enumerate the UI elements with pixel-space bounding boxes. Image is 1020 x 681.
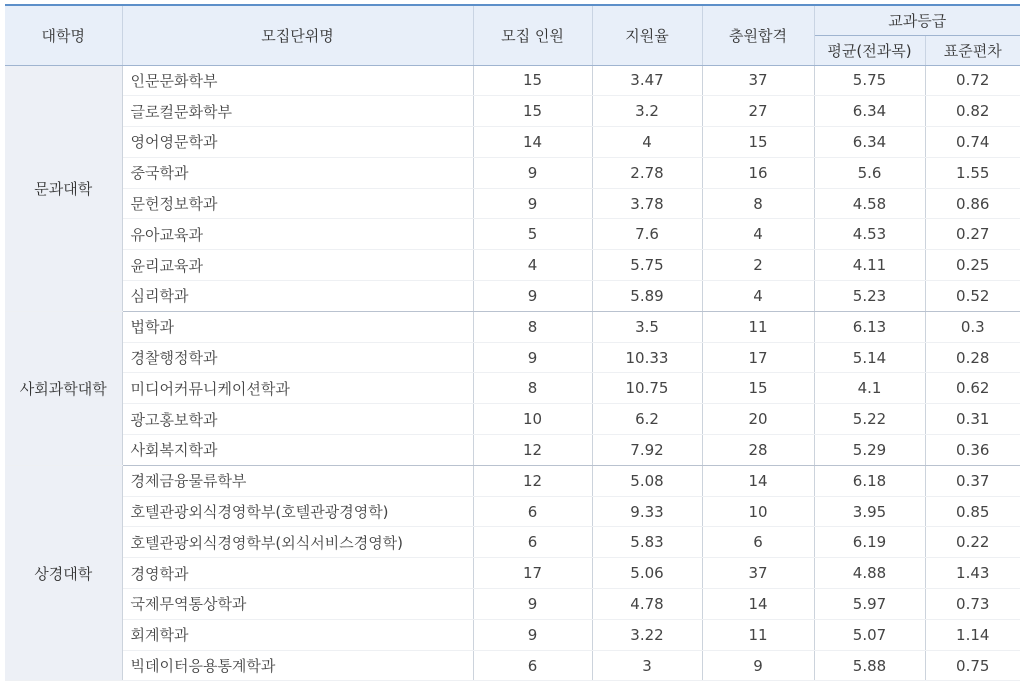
- quota-cell: 4: [473, 250, 592, 281]
- quota-cell: 9: [473, 157, 592, 188]
- unit-cell: 중국학과: [122, 157, 473, 188]
- table-body: [5, 65, 1020, 681]
- avg-cell: 6.34: [814, 96, 925, 127]
- rate-cell: 5.75: [592, 250, 702, 281]
- std-cell: 0.25: [925, 250, 1020, 281]
- quota-cell: 14: [473, 127, 592, 158]
- avg-cell: 6.18: [814, 465, 925, 496]
- rate-cell: 7.92: [592, 435, 702, 466]
- std-cell: 1.43: [925, 558, 1020, 589]
- rate-cell: 4.78: [592, 589, 702, 620]
- header-quota: 모집 인원: [473, 5, 592, 65]
- table-row: [5, 558, 1020, 589]
- college-cell: 문과대학: [5, 65, 122, 311]
- quota-cell: 15: [473, 96, 592, 127]
- quota-cell: 15: [473, 65, 592, 96]
- table-row: [5, 435, 1020, 466]
- quota-cell: 5: [473, 219, 592, 250]
- std-cell: 0.3: [925, 311, 1020, 342]
- std-cell: 1.14: [925, 619, 1020, 650]
- avg-cell: 4.11: [814, 250, 925, 281]
- unit-cell: 심리학과: [122, 281, 473, 312]
- table-row: [5, 127, 1020, 158]
- extra-cell: 28: [702, 435, 814, 466]
- header-avg: 평균(전과목): [814, 35, 925, 65]
- avg-cell: 5.75: [814, 65, 925, 96]
- std-cell: 0.85: [925, 496, 1020, 527]
- table-row: [5, 650, 1020, 681]
- extra-cell: 16: [702, 157, 814, 188]
- extra-cell: 17: [702, 342, 814, 373]
- extra-cell: 14: [702, 465, 814, 496]
- rate-cell: 3.47: [592, 65, 702, 96]
- quota-cell: 6: [473, 650, 592, 681]
- unit-cell: 사회복지학과: [122, 435, 473, 466]
- unit-cell: 법학과: [122, 311, 473, 342]
- extra-cell: 4: [702, 281, 814, 312]
- extra-cell: 11: [702, 311, 814, 342]
- unit-cell: 영어영문학과: [122, 127, 473, 158]
- unit-cell: 미디어커뮤니케이션학과: [122, 373, 473, 404]
- rate-cell: 3: [592, 650, 702, 681]
- header-college: 대학명: [5, 5, 122, 65]
- std-cell: 0.72: [925, 65, 1020, 96]
- rate-cell: 3.22: [592, 619, 702, 650]
- table-row: [5, 465, 1020, 496]
- avg-cell: 3.95: [814, 496, 925, 527]
- extra-cell: 15: [702, 373, 814, 404]
- table-header: [5, 5, 1020, 65]
- quota-cell: 9: [473, 342, 592, 373]
- extra-cell: 6: [702, 527, 814, 558]
- rate-cell: 5.08: [592, 465, 702, 496]
- table-row: [5, 281, 1020, 312]
- avg-cell: 4.88: [814, 558, 925, 589]
- quota-cell: 8: [473, 373, 592, 404]
- extra-cell: 10: [702, 496, 814, 527]
- table-row: [5, 311, 1020, 342]
- rate-cell: 2.78: [592, 157, 702, 188]
- quota-cell: 9: [473, 281, 592, 312]
- avg-cell: 5.14: [814, 342, 925, 373]
- extra-cell: 8: [702, 188, 814, 219]
- table-row: [5, 250, 1020, 281]
- quota-cell: 12: [473, 435, 592, 466]
- header-std: 표준편차: [925, 35, 1020, 65]
- table-row: [5, 96, 1020, 127]
- quota-cell: 9: [473, 589, 592, 620]
- table-row: [5, 342, 1020, 373]
- std-cell: 1.55: [925, 157, 1020, 188]
- std-cell: 0.22: [925, 527, 1020, 558]
- avg-cell: 5.07: [814, 619, 925, 650]
- rate-cell: 5.06: [592, 558, 702, 589]
- admission-table: [5, 4, 1020, 681]
- rate-cell: 9.33: [592, 496, 702, 527]
- std-cell: 0.73: [925, 589, 1020, 620]
- quota-cell: 17: [473, 558, 592, 589]
- table-row: [5, 188, 1020, 219]
- quota-cell: 6: [473, 496, 592, 527]
- rate-cell: 4: [592, 127, 702, 158]
- std-cell: 0.28: [925, 342, 1020, 373]
- table-row: [5, 496, 1020, 527]
- extra-cell: 4: [702, 219, 814, 250]
- unit-cell: 문헌정보학과: [122, 188, 473, 219]
- avg-cell: 5.23: [814, 281, 925, 312]
- std-cell: 0.36: [925, 435, 1020, 466]
- extra-cell: 14: [702, 589, 814, 620]
- rate-cell: 5.83: [592, 527, 702, 558]
- extra-cell: 15: [702, 127, 814, 158]
- table-row: [5, 373, 1020, 404]
- std-cell: 0.74: [925, 127, 1020, 158]
- quota-cell: 9: [473, 619, 592, 650]
- avg-cell: 4.53: [814, 219, 925, 250]
- quota-cell: 10: [473, 404, 592, 435]
- table-row: [5, 404, 1020, 435]
- extra-cell: 27: [702, 96, 814, 127]
- rate-cell: 10.75: [592, 373, 702, 404]
- std-cell: 0.27: [925, 219, 1020, 250]
- std-cell: 0.75: [925, 650, 1020, 681]
- rate-cell: 3.2: [592, 96, 702, 127]
- std-cell: 0.62: [925, 373, 1020, 404]
- std-cell: 0.37: [925, 465, 1020, 496]
- header-unit: 모집단위명: [122, 5, 473, 65]
- college-cell: 사회과학대학: [5, 311, 122, 465]
- rate-cell: 5.89: [592, 281, 702, 312]
- unit-cell: 경영학과: [122, 558, 473, 589]
- extra-cell: 2: [702, 250, 814, 281]
- header-rate: 지원율: [592, 5, 702, 65]
- unit-cell: 광고홍보학과: [122, 404, 473, 435]
- rate-cell: 6.2: [592, 404, 702, 435]
- avg-cell: 4.1: [814, 373, 925, 404]
- unit-cell: 회계학과: [122, 619, 473, 650]
- unit-cell: 인문문화학부: [122, 65, 473, 96]
- header-grade-group: 교과등급: [814, 5, 1020, 35]
- quota-cell: 8: [473, 311, 592, 342]
- table-row: [5, 219, 1020, 250]
- quota-cell: 6: [473, 527, 592, 558]
- unit-cell: 경제금융물류학부: [122, 465, 473, 496]
- table-row: [5, 527, 1020, 558]
- unit-cell: 국제무역통상학과: [122, 589, 473, 620]
- avg-cell: 4.58: [814, 188, 925, 219]
- std-cell: 0.52: [925, 281, 1020, 312]
- quota-cell: 9: [473, 188, 592, 219]
- rate-cell: 10.33: [592, 342, 702, 373]
- avg-cell: 5.6: [814, 157, 925, 188]
- unit-cell: 호텔관광외식경영학부(호텔관광경영학): [122, 496, 473, 527]
- rate-cell: 7.6: [592, 219, 702, 250]
- avg-cell: 5.22: [814, 404, 925, 435]
- quota-cell: 12: [473, 465, 592, 496]
- std-cell: 0.82: [925, 96, 1020, 127]
- avg-cell: 5.29: [814, 435, 925, 466]
- unit-cell: 유아교육과: [122, 219, 473, 250]
- unit-cell: 경찰행정학과: [122, 342, 473, 373]
- avg-cell: 5.97: [814, 589, 925, 620]
- unit-cell: 빅데이터응용통계학과: [122, 650, 473, 681]
- avg-cell: 6.19: [814, 527, 925, 558]
- unit-cell: 윤리교육과: [122, 250, 473, 281]
- avg-cell: 5.88: [814, 650, 925, 681]
- extra-cell: 37: [702, 65, 814, 96]
- rate-cell: 3.78: [592, 188, 702, 219]
- std-cell: 0.86: [925, 188, 1020, 219]
- rate-cell: 3.5: [592, 311, 702, 342]
- header-extra: 충원합격: [702, 5, 814, 65]
- unit-cell: 호텔관광외식경영학부(외식서비스경영학): [122, 527, 473, 558]
- table-row: [5, 619, 1020, 650]
- table-row: [5, 157, 1020, 188]
- extra-cell: 20: [702, 404, 814, 435]
- table-row: [5, 589, 1020, 620]
- extra-cell: 9: [702, 650, 814, 681]
- avg-cell: 6.34: [814, 127, 925, 158]
- college-cell: 상경대학: [5, 465, 122, 681]
- unit-cell: 글로컬문화학부: [122, 96, 473, 127]
- table-row: [5, 65, 1020, 96]
- extra-cell: 37: [702, 558, 814, 589]
- extra-cell: 11: [702, 619, 814, 650]
- std-cell: 0.31: [925, 404, 1020, 435]
- avg-cell: 6.13: [814, 311, 925, 342]
